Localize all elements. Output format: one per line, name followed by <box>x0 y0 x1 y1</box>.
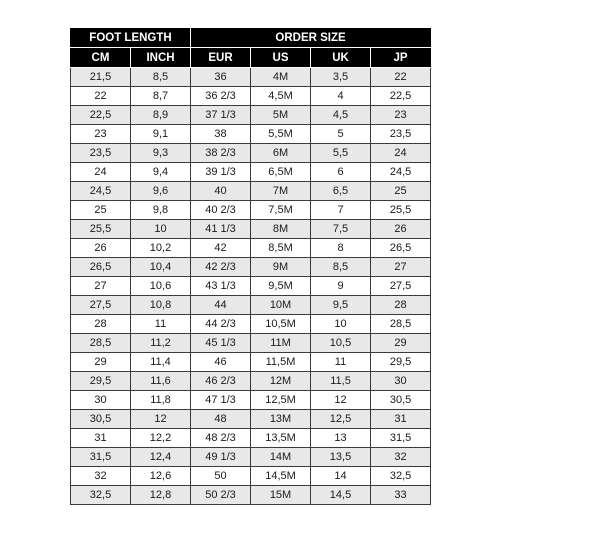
cm-cell: 26 <box>71 239 131 258</box>
us-cell: 11,5M <box>251 353 311 372</box>
inch-cell: 9,8 <box>131 201 191 220</box>
us-cell: 12,5M <box>251 391 311 410</box>
us-cell: 13,5M <box>251 429 311 448</box>
inch-cell: 9,6 <box>131 182 191 201</box>
eur-cell: 44 <box>191 296 251 315</box>
jp-cell: 26,5 <box>371 239 431 258</box>
uk-cell: 11,5 <box>311 372 371 391</box>
eur-cell: 44 2/3 <box>191 315 251 334</box>
group-header-row <box>71 28 431 48</box>
table-row <box>71 144 431 163</box>
us-cell: 12M <box>251 372 311 391</box>
jp-cell: 24,5 <box>371 163 431 182</box>
jp-cell: 31,5 <box>371 429 431 448</box>
cm-cell: 28 <box>71 315 131 334</box>
jp-cell: 25 <box>371 182 431 201</box>
eur-cell: 48 <box>191 410 251 429</box>
inch-cell: 12 <box>131 410 191 429</box>
jp-cell: 30,5 <box>371 391 431 410</box>
uk-cell: 10 <box>311 315 371 334</box>
jp-cell: 22,5 <box>371 87 431 106</box>
column-header-uk: UK <box>311 48 371 68</box>
inch-cell: 10,8 <box>131 296 191 315</box>
eur-cell: 46 <box>191 353 251 372</box>
eur-cell: 38 <box>191 125 251 144</box>
cm-cell: 31,5 <box>71 448 131 467</box>
cm-cell: 32,5 <box>71 486 131 505</box>
table-row <box>71 258 431 277</box>
us-cell: 4,5M <box>251 87 311 106</box>
eur-cell: 36 2/3 <box>191 87 251 106</box>
us-cell: 14M <box>251 448 311 467</box>
uk-cell: 13 <box>311 429 371 448</box>
uk-cell: 8 <box>311 239 371 258</box>
eur-cell: 42 <box>191 239 251 258</box>
table-row <box>71 277 431 296</box>
inch-cell: 12,4 <box>131 448 191 467</box>
cm-cell: 25,5 <box>71 220 131 239</box>
uk-cell: 5 <box>311 125 371 144</box>
cm-cell: 23,5 <box>71 144 131 163</box>
cm-cell: 26,5 <box>71 258 131 277</box>
jp-cell: 27,5 <box>371 277 431 296</box>
table-row <box>71 334 431 353</box>
jp-cell: 27 <box>371 258 431 277</box>
table-row <box>71 296 431 315</box>
us-cell: 8,5M <box>251 239 311 258</box>
uk-cell: 5,5 <box>311 144 371 163</box>
cm-cell: 29,5 <box>71 372 131 391</box>
eur-cell: 46 2/3 <box>191 372 251 391</box>
table-row <box>71 220 431 239</box>
uk-cell: 9 <box>311 277 371 296</box>
eur-cell: 43 1/3 <box>191 277 251 296</box>
us-cell: 5M <box>251 106 311 125</box>
us-cell: 8M <box>251 220 311 239</box>
jp-cell: 28 <box>371 296 431 315</box>
us-cell: 15M <box>251 486 311 505</box>
us-cell: 11M <box>251 334 311 353</box>
eur-cell: 37 1/3 <box>191 106 251 125</box>
table-row <box>71 68 431 87</box>
table-header <box>71 28 431 68</box>
uk-cell: 11 <box>311 353 371 372</box>
inch-cell: 9,1 <box>131 125 191 144</box>
cm-cell: 28,5 <box>71 334 131 353</box>
inch-cell: 11,4 <box>131 353 191 372</box>
inch-cell: 11,2 <box>131 334 191 353</box>
uk-cell: 8,5 <box>311 258 371 277</box>
table-row <box>71 163 431 182</box>
inch-cell: 8,5 <box>131 68 191 87</box>
cm-cell: 21,5 <box>71 68 131 87</box>
us-cell: 6M <box>251 144 311 163</box>
uk-cell: 7,5 <box>311 220 371 239</box>
inch-cell: 11 <box>131 315 191 334</box>
table-body <box>71 68 431 505</box>
uk-cell: 6,5 <box>311 182 371 201</box>
jp-cell: 30 <box>371 372 431 391</box>
us-cell: 14,5M <box>251 467 311 486</box>
column-header-eur: EUR <box>191 48 251 68</box>
order-size-header: ORDER SIZE <box>191 28 431 48</box>
jp-cell: 32 <box>371 448 431 467</box>
table-row <box>71 353 431 372</box>
table-row <box>71 182 431 201</box>
jp-cell: 29 <box>371 334 431 353</box>
table-row <box>71 448 431 467</box>
uk-cell: 12,5 <box>311 410 371 429</box>
jp-cell: 33 <box>371 486 431 505</box>
us-cell: 7M <box>251 182 311 201</box>
us-cell: 9,5M <box>251 277 311 296</box>
table-row <box>71 391 431 410</box>
uk-cell: 7 <box>311 201 371 220</box>
us-cell: 13M <box>251 410 311 429</box>
eur-cell: 48 2/3 <box>191 429 251 448</box>
uk-cell: 4,5 <box>311 106 371 125</box>
inch-cell: 8,7 <box>131 87 191 106</box>
inch-cell: 10,4 <box>131 258 191 277</box>
column-header-us: US <box>251 48 311 68</box>
eur-cell: 36 <box>191 68 251 87</box>
inch-cell: 12,2 <box>131 429 191 448</box>
inch-cell: 12,8 <box>131 486 191 505</box>
us-cell: 10,5M <box>251 315 311 334</box>
inch-cell: 10,6 <box>131 277 191 296</box>
uk-cell: 4 <box>311 87 371 106</box>
table-row <box>71 486 431 505</box>
eur-cell: 42 2/3 <box>191 258 251 277</box>
cm-cell: 29 <box>71 353 131 372</box>
cm-cell: 27,5 <box>71 296 131 315</box>
table-row <box>71 410 431 429</box>
inch-cell: 12,6 <box>131 467 191 486</box>
jp-cell: 31 <box>371 410 431 429</box>
us-cell: 5,5M <box>251 125 311 144</box>
cm-cell: 25 <box>71 201 131 220</box>
jp-cell: 29,5 <box>371 353 431 372</box>
cm-cell: 31 <box>71 429 131 448</box>
eur-cell: 49 1/3 <box>191 448 251 467</box>
foot-length-header: FOOT LENGTH <box>71 28 191 48</box>
cm-cell: 24 <box>71 163 131 182</box>
eur-cell: 50 2/3 <box>191 486 251 505</box>
inch-cell: 11,8 <box>131 391 191 410</box>
uk-cell: 3,5 <box>311 68 371 87</box>
jp-cell: 32,5 <box>371 467 431 486</box>
inch-cell: 11,6 <box>131 372 191 391</box>
inch-cell: 8,9 <box>131 106 191 125</box>
table-row <box>71 201 431 220</box>
column-header-inch: INCH <box>131 48 191 68</box>
us-cell: 9M <box>251 258 311 277</box>
cm-cell: 23 <box>71 125 131 144</box>
uk-cell: 10,5 <box>311 334 371 353</box>
table-row <box>71 315 431 334</box>
jp-cell: 23 <box>371 106 431 125</box>
column-header-cm: CM <box>71 48 131 68</box>
table-row <box>71 87 431 106</box>
cm-cell: 30 <box>71 391 131 410</box>
us-cell: 6,5M <box>251 163 311 182</box>
jp-cell: 22 <box>371 68 431 87</box>
jp-cell: 24 <box>371 144 431 163</box>
table-row <box>71 467 431 486</box>
uk-cell: 14,5 <box>311 486 371 505</box>
inch-cell: 9,4 <box>131 163 191 182</box>
eur-cell: 41 1/3 <box>191 220 251 239</box>
eur-cell: 39 1/3 <box>191 163 251 182</box>
uk-cell: 13,5 <box>311 448 371 467</box>
jp-cell: 28,5 <box>371 315 431 334</box>
uk-cell: 6 <box>311 163 371 182</box>
size-chart-table <box>70 28 431 505</box>
us-cell: 10M <box>251 296 311 315</box>
us-cell: 7,5M <box>251 201 311 220</box>
cm-cell: 24,5 <box>71 182 131 201</box>
uk-cell: 14 <box>311 467 371 486</box>
table-row <box>71 106 431 125</box>
table-row <box>71 125 431 144</box>
cm-cell: 27 <box>71 277 131 296</box>
inch-cell: 9,3 <box>131 144 191 163</box>
us-cell: 4M <box>251 68 311 87</box>
table-row <box>71 372 431 391</box>
eur-cell: 40 2/3 <box>191 201 251 220</box>
eur-cell: 45 1/3 <box>191 334 251 353</box>
inch-cell: 10,2 <box>131 239 191 258</box>
jp-cell: 26 <box>371 220 431 239</box>
uk-cell: 9,5 <box>311 296 371 315</box>
eur-cell: 47 1/3 <box>191 391 251 410</box>
table-row <box>71 239 431 258</box>
jp-cell: 25,5 <box>371 201 431 220</box>
eur-cell: 38 2/3 <box>191 144 251 163</box>
eur-cell: 40 <box>191 182 251 201</box>
eur-cell: 50 <box>191 467 251 486</box>
column-header-jp: JP <box>371 48 431 68</box>
uk-cell: 12 <box>311 391 371 410</box>
inch-cell: 10 <box>131 220 191 239</box>
cm-cell: 32 <box>71 467 131 486</box>
cm-cell: 30,5 <box>71 410 131 429</box>
cm-cell: 22 <box>71 87 131 106</box>
cm-cell: 22,5 <box>71 106 131 125</box>
jp-cell: 23,5 <box>371 125 431 144</box>
column-header-row <box>71 48 431 68</box>
table-row <box>71 429 431 448</box>
